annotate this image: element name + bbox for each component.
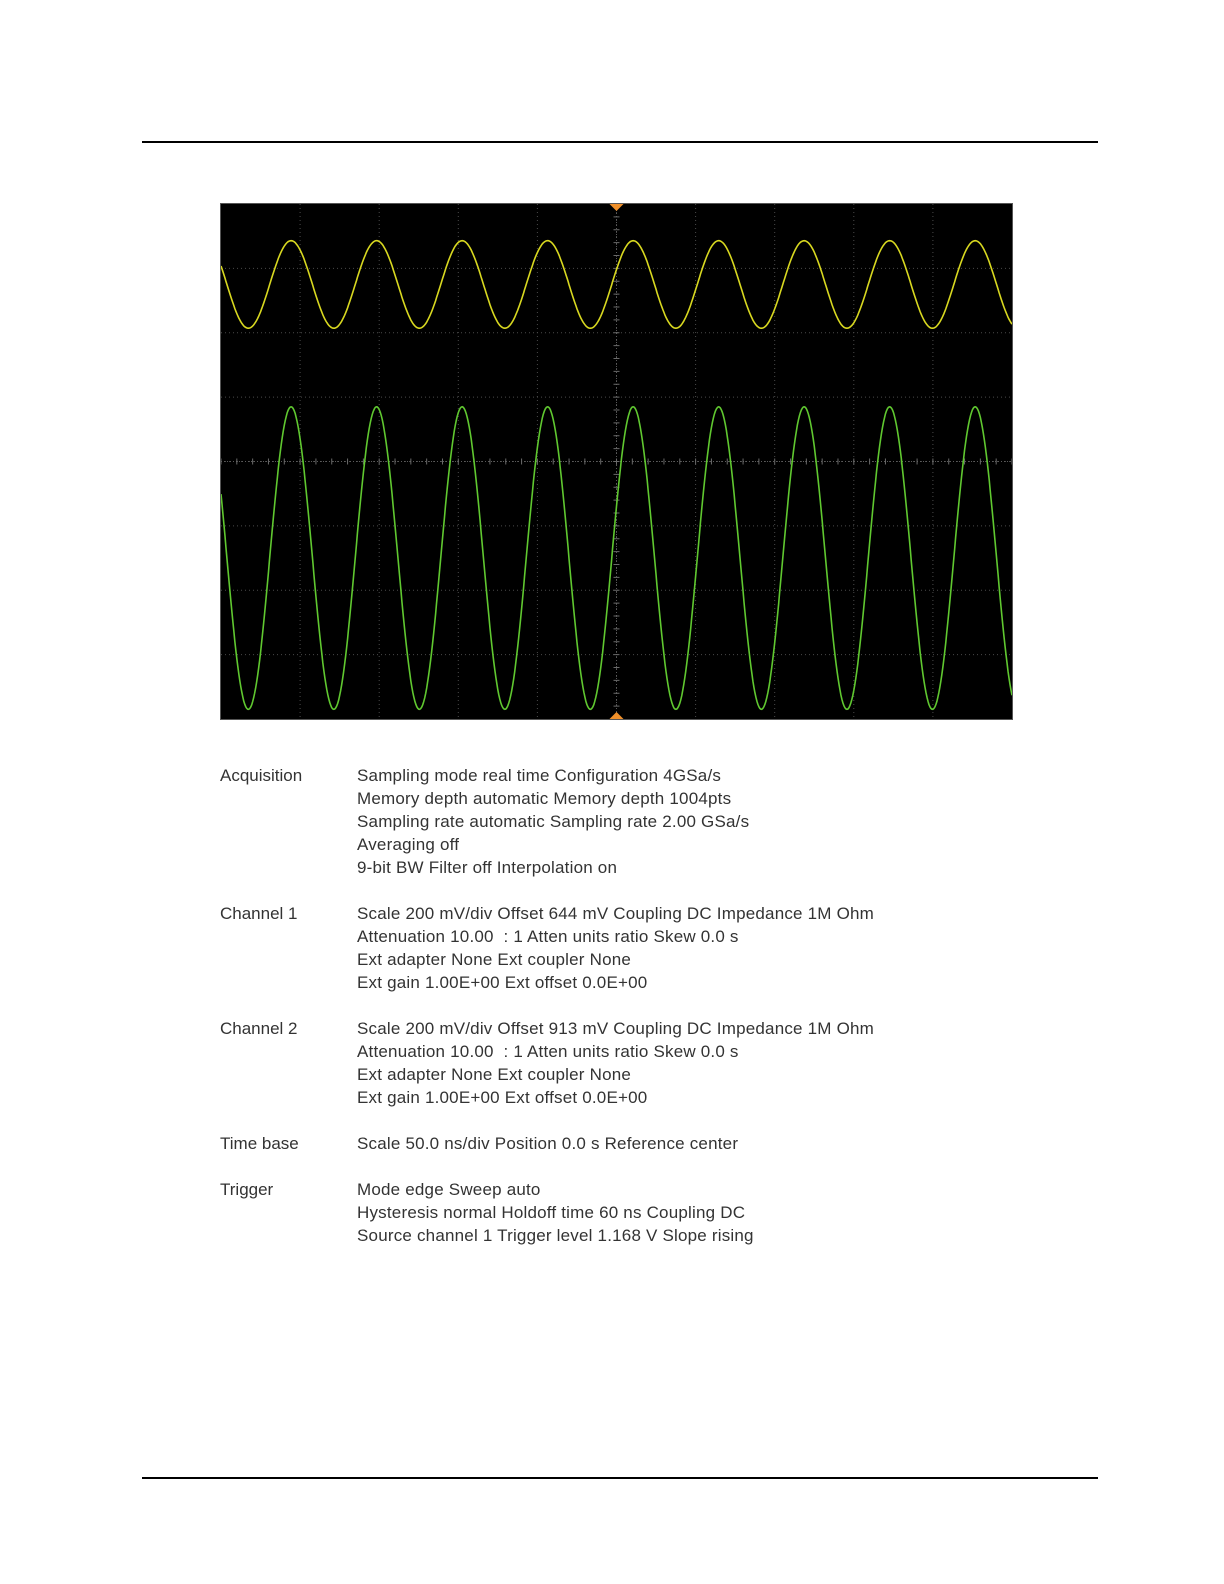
setting-line: Memory depth automatic Memory depth 1004pts bbox=[357, 789, 732, 808]
settings-section-time-base bbox=[220, 1132, 1020, 1155]
section-label: Trigger bbox=[220, 1180, 274, 1199]
setting-line: Sampling mode real time Configuration 4GSa/s bbox=[357, 766, 722, 785]
section-label: Channel 2 bbox=[220, 1019, 298, 1038]
setting-line: Source channel 1 Trigger level 1.168 V Slope rising bbox=[357, 1226, 754, 1245]
settings-section-channel-2 bbox=[220, 1017, 1020, 1109]
trigger-position-bottom-marker bbox=[610, 712, 624, 719]
setting-line: Sampling rate automatic Sampling rate 2.00 GSa/s bbox=[357, 812, 750, 831]
setting-line: Scale 50.0 ns/div Position 0.0 s Reference center bbox=[357, 1134, 739, 1153]
setting-line: Attenuation 10.00 : 1 Atten units ratio Skew 0.0 s bbox=[357, 927, 739, 946]
setting-line: Ext adapter None Ext coupler None bbox=[357, 1065, 632, 1084]
waveform-plot bbox=[221, 204, 1012, 719]
setting-line: Ext gain 1.00E+00 Ext offset 0.0E+00 bbox=[357, 973, 648, 992]
setting-line: Mode edge Sweep auto bbox=[357, 1180, 541, 1199]
setting-line: Ext adapter None Ext coupler None bbox=[357, 950, 632, 969]
header-rule bbox=[142, 141, 1098, 143]
section-label: Channel 1 bbox=[220, 904, 298, 923]
setting-line: Averaging off bbox=[357, 835, 460, 854]
footer-rule bbox=[142, 1477, 1098, 1479]
graticule bbox=[221, 204, 1012, 719]
setting-line: 9-bit BW Filter off Interpolation on bbox=[357, 858, 618, 877]
setting-line: Hysteresis normal Holdoff time 60 ns Coupling DC bbox=[357, 1203, 746, 1222]
setting-line: Scale 200 mV/div Offset 913 mV Coupling DC Impedance 1M Ohm bbox=[357, 1019, 875, 1038]
scope-settings bbox=[220, 764, 1020, 1270]
section-label: Acquisition bbox=[220, 766, 303, 785]
setting-line: Ext gain 1.00E+00 Ext offset 0.0E+00 bbox=[357, 1088, 648, 1107]
trigger-position-top-marker bbox=[610, 204, 624, 211]
setting-line: Attenuation 10.00 : 1 Atten units ratio Skew 0.0 s bbox=[357, 1042, 739, 1061]
section-label: Time base bbox=[220, 1134, 299, 1153]
settings-section-acquisition bbox=[220, 764, 1020, 879]
setting-line: Scale 200 mV/div Offset 644 mV Coupling DC Impedance 1M Ohm bbox=[357, 904, 875, 923]
settings-section-channel-1 bbox=[220, 902, 1020, 994]
settings-section-trigger bbox=[220, 1178, 1020, 1247]
oscilloscope-display bbox=[220, 203, 1013, 720]
